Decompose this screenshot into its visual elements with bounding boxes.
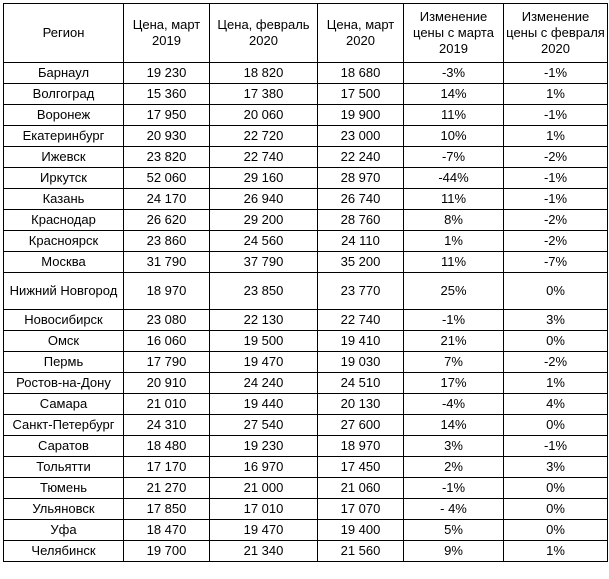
cell-region: Красноярск (4, 231, 124, 252)
cell-price-mar-2020: 19 030 (318, 352, 404, 373)
table-row (4, 231, 608, 252)
cell-price-mar-2019: 21 270 (124, 478, 210, 499)
cell-change-since-mar-2019: 14% (404, 84, 504, 105)
cell-price-mar-2019: 18 470 (124, 520, 210, 541)
table-row (4, 210, 608, 231)
cell-change-since-feb-2020: -2% (504, 210, 608, 231)
table-row (4, 415, 608, 436)
table-row (4, 331, 608, 352)
cell-price-mar-2020: 18 680 (318, 63, 404, 84)
cell-change-since-mar-2019: 1% (404, 231, 504, 252)
cell-change-since-feb-2020: -2% (504, 352, 608, 373)
cell-change-since-feb-2020: 0% (504, 273, 608, 310)
cell-price-feb-2020: 19 440 (210, 394, 318, 415)
table-row (4, 273, 608, 310)
cell-change-since-feb-2020: -1% (504, 189, 608, 210)
cell-region: Тюмень (4, 478, 124, 499)
cell-change-since-mar-2019: 11% (404, 252, 504, 273)
cell-price-mar-2020: 18 970 (318, 436, 404, 457)
cell-change-since-mar-2019: 7% (404, 352, 504, 373)
cell-region: Ижевск (4, 147, 124, 168)
cell-change-since-feb-2020: 1% (504, 84, 608, 105)
cell-price-mar-2020: 21 060 (318, 478, 404, 499)
cell-price-mar-2019: 23 080 (124, 310, 210, 331)
cell-change-since-mar-2019: 11% (404, 105, 504, 126)
cell-price-mar-2019: 20 930 (124, 126, 210, 147)
header-price-mar-2020: Цена, март 2020 (318, 4, 404, 63)
cell-price-mar-2020: 28 970 (318, 168, 404, 189)
cell-price-mar-2019: 52 060 (124, 168, 210, 189)
cell-change-since-feb-2020: 0% (504, 415, 608, 436)
cell-price-feb-2020: 22 740 (210, 147, 318, 168)
cell-price-mar-2020: 24 510 (318, 373, 404, 394)
cell-change-since-mar-2019: 21% (404, 331, 504, 352)
cell-price-mar-2019: 20 910 (124, 373, 210, 394)
cell-change-since-feb-2020: 1% (504, 126, 608, 147)
cell-price-mar-2020: 22 740 (318, 310, 404, 331)
cell-change-since-feb-2020: 1% (504, 373, 608, 394)
cell-price-mar-2020: 35 200 (318, 252, 404, 273)
table-row (4, 126, 608, 147)
cell-region: Барнаул (4, 63, 124, 84)
cell-change-since-mar-2019: -1% (404, 478, 504, 499)
cell-price-mar-2020: 19 900 (318, 105, 404, 126)
cell-region: Уфа (4, 520, 124, 541)
table-row (4, 105, 608, 126)
table-row (4, 436, 608, 457)
table-row (4, 252, 608, 273)
cell-price-mar-2020: 20 130 (318, 394, 404, 415)
cell-change-since-feb-2020: 0% (504, 331, 608, 352)
cell-region: Краснодар (4, 210, 124, 231)
table-row (4, 63, 608, 84)
cell-price-feb-2020: 23 850 (210, 273, 318, 310)
cell-price-mar-2020: 27 600 (318, 415, 404, 436)
cell-region: Самара (4, 394, 124, 415)
cell-price-feb-2020: 37 790 (210, 252, 318, 273)
cell-change-since-feb-2020: 4% (504, 394, 608, 415)
cell-region: Нижний Новгород (4, 273, 124, 310)
cell-price-feb-2020: 20 060 (210, 105, 318, 126)
cell-change-since-mar-2019: -7% (404, 147, 504, 168)
cell-change-since-feb-2020: -1% (504, 63, 608, 84)
cell-region: Новосибирск (4, 310, 124, 331)
cell-region: Ульяновск (4, 499, 124, 520)
cell-region: Екатеринбург (4, 126, 124, 147)
cell-change-since-mar-2019: 11% (404, 189, 504, 210)
cell-price-mar-2019: 19 230 (124, 63, 210, 84)
cell-price-mar-2020: 28 760 (318, 210, 404, 231)
cell-price-feb-2020: 27 540 (210, 415, 318, 436)
cell-price-mar-2019: 31 790 (124, 252, 210, 273)
cell-change-since-mar-2019: 17% (404, 373, 504, 394)
table-row (4, 352, 608, 373)
cell-price-mar-2019: 23 860 (124, 231, 210, 252)
cell-change-since-mar-2019: 10% (404, 126, 504, 147)
cell-price-feb-2020: 26 940 (210, 189, 318, 210)
cell-price-mar-2020: 26 740 (318, 189, 404, 210)
cell-price-mar-2019: 18 480 (124, 436, 210, 457)
cell-region: Омск (4, 331, 124, 352)
cell-change-since-mar-2019: - 4% (404, 499, 504, 520)
cell-region: Воронеж (4, 105, 124, 126)
cell-region: Казань (4, 189, 124, 210)
table-row (4, 394, 608, 415)
cell-change-since-feb-2020: 0% (504, 499, 608, 520)
cell-price-mar-2019: 17 170 (124, 457, 210, 478)
cell-price-mar-2020: 19 400 (318, 520, 404, 541)
cell-price-mar-2020: 17 450 (318, 457, 404, 478)
cell-change-since-feb-2020: -1% (504, 105, 608, 126)
cell-price-mar-2019: 17 850 (124, 499, 210, 520)
cell-price-mar-2020: 23 000 (318, 126, 404, 147)
table-row (4, 478, 608, 499)
cell-change-since-mar-2019: -4% (404, 394, 504, 415)
cell-price-mar-2019: 17 790 (124, 352, 210, 373)
cell-region: Волгоград (4, 84, 124, 105)
header-region: Регион (4, 4, 124, 63)
cell-price-mar-2019: 24 310 (124, 415, 210, 436)
cell-price-feb-2020: 22 130 (210, 310, 318, 331)
table-row (4, 189, 608, 210)
cell-price-feb-2020: 19 230 (210, 436, 318, 457)
cell-change-since-mar-2019: 14% (404, 415, 504, 436)
cell-change-since-feb-2020: -1% (504, 168, 608, 189)
cell-price-mar-2019: 19 700 (124, 541, 210, 562)
cell-change-since-mar-2019: 2% (404, 457, 504, 478)
cell-region: Саратов (4, 436, 124, 457)
table-body (4, 63, 608, 562)
cell-region: Тольятти (4, 457, 124, 478)
cell-price-mar-2020: 23 770 (318, 273, 404, 310)
cell-change-since-mar-2019: 8% (404, 210, 504, 231)
cell-price-mar-2019: 23 820 (124, 147, 210, 168)
cell-price-feb-2020: 19 470 (210, 520, 318, 541)
cell-region: Санкт-Петербург (4, 415, 124, 436)
table-row (4, 147, 608, 168)
cell-change-since-feb-2020: -2% (504, 231, 608, 252)
table-row (4, 310, 608, 331)
cell-price-feb-2020: 24 240 (210, 373, 318, 394)
cell-price-mar-2020: 17 500 (318, 84, 404, 105)
cell-price-feb-2020: 18 820 (210, 63, 318, 84)
cell-price-mar-2020: 24 110 (318, 231, 404, 252)
cell-price-mar-2019: 15 360 (124, 84, 210, 105)
cell-region: Ростов-на-Дону (4, 373, 124, 394)
cell-region: Москва (4, 252, 124, 273)
cell-price-mar-2019: 26 620 (124, 210, 210, 231)
header-row (4, 4, 608, 63)
cell-change-since-mar-2019: -3% (404, 63, 504, 84)
cell-change-since-mar-2019: 9% (404, 541, 504, 562)
header-change-since-mar-2019: Изменение цены с марта 2019 (404, 4, 504, 63)
header-change-since-feb-2020: Изменение цены с февраля 2020 (504, 4, 608, 63)
cell-price-feb-2020: 21 340 (210, 541, 318, 562)
cell-price-mar-2019: 18 970 (124, 273, 210, 310)
cell-change-since-feb-2020: 3% (504, 457, 608, 478)
cell-change-since-feb-2020: 1% (504, 541, 608, 562)
cell-price-feb-2020: 19 470 (210, 352, 318, 373)
cell-change-since-feb-2020: -2% (504, 147, 608, 168)
cell-price-mar-2020: 19 410 (318, 331, 404, 352)
cell-change-since-mar-2019: -1% (404, 310, 504, 331)
cell-price-mar-2019: 21 010 (124, 394, 210, 415)
header-price-mar-2019: Цена, март 2019 (124, 4, 210, 63)
table-row (4, 84, 608, 105)
cell-change-since-feb-2020: 0% (504, 520, 608, 541)
cell-change-since-feb-2020: 0% (504, 478, 608, 499)
cell-price-mar-2020: 22 240 (318, 147, 404, 168)
cell-region: Иркутск (4, 168, 124, 189)
cell-price-feb-2020: 17 380 (210, 84, 318, 105)
table-row (4, 168, 608, 189)
cell-change-since-mar-2019: 5% (404, 520, 504, 541)
cell-price-feb-2020: 29 160 (210, 168, 318, 189)
cell-price-mar-2019: 16 060 (124, 331, 210, 352)
cell-price-mar-2019: 17 950 (124, 105, 210, 126)
cell-change-since-mar-2019: 25% (404, 273, 504, 310)
cell-region: Пермь (4, 352, 124, 373)
cell-price-mar-2020: 17 070 (318, 499, 404, 520)
cell-change-since-feb-2020: -7% (504, 252, 608, 273)
cell-price-mar-2019: 24 170 (124, 189, 210, 210)
cell-change-since-feb-2020: 3% (504, 310, 608, 331)
table-row (4, 373, 608, 394)
price-table (3, 3, 608, 562)
table-row (4, 541, 608, 562)
cell-change-since-mar-2019: -44% (404, 168, 504, 189)
cell-price-feb-2020: 22 720 (210, 126, 318, 147)
cell-price-feb-2020: 29 200 (210, 210, 318, 231)
table-row (4, 457, 608, 478)
cell-price-feb-2020: 16 970 (210, 457, 318, 478)
cell-change-since-feb-2020: -1% (504, 436, 608, 457)
cell-price-feb-2020: 19 500 (210, 331, 318, 352)
cell-change-since-mar-2019: 3% (404, 436, 504, 457)
cell-price-feb-2020: 17 010 (210, 499, 318, 520)
cell-price-mar-2020: 21 560 (318, 541, 404, 562)
header-price-feb-2020: Цена, февраль 2020 (210, 4, 318, 63)
table-row (4, 499, 608, 520)
cell-price-feb-2020: 21 000 (210, 478, 318, 499)
cell-price-feb-2020: 24 560 (210, 231, 318, 252)
table-row (4, 520, 608, 541)
cell-region: Челябинск (4, 541, 124, 562)
